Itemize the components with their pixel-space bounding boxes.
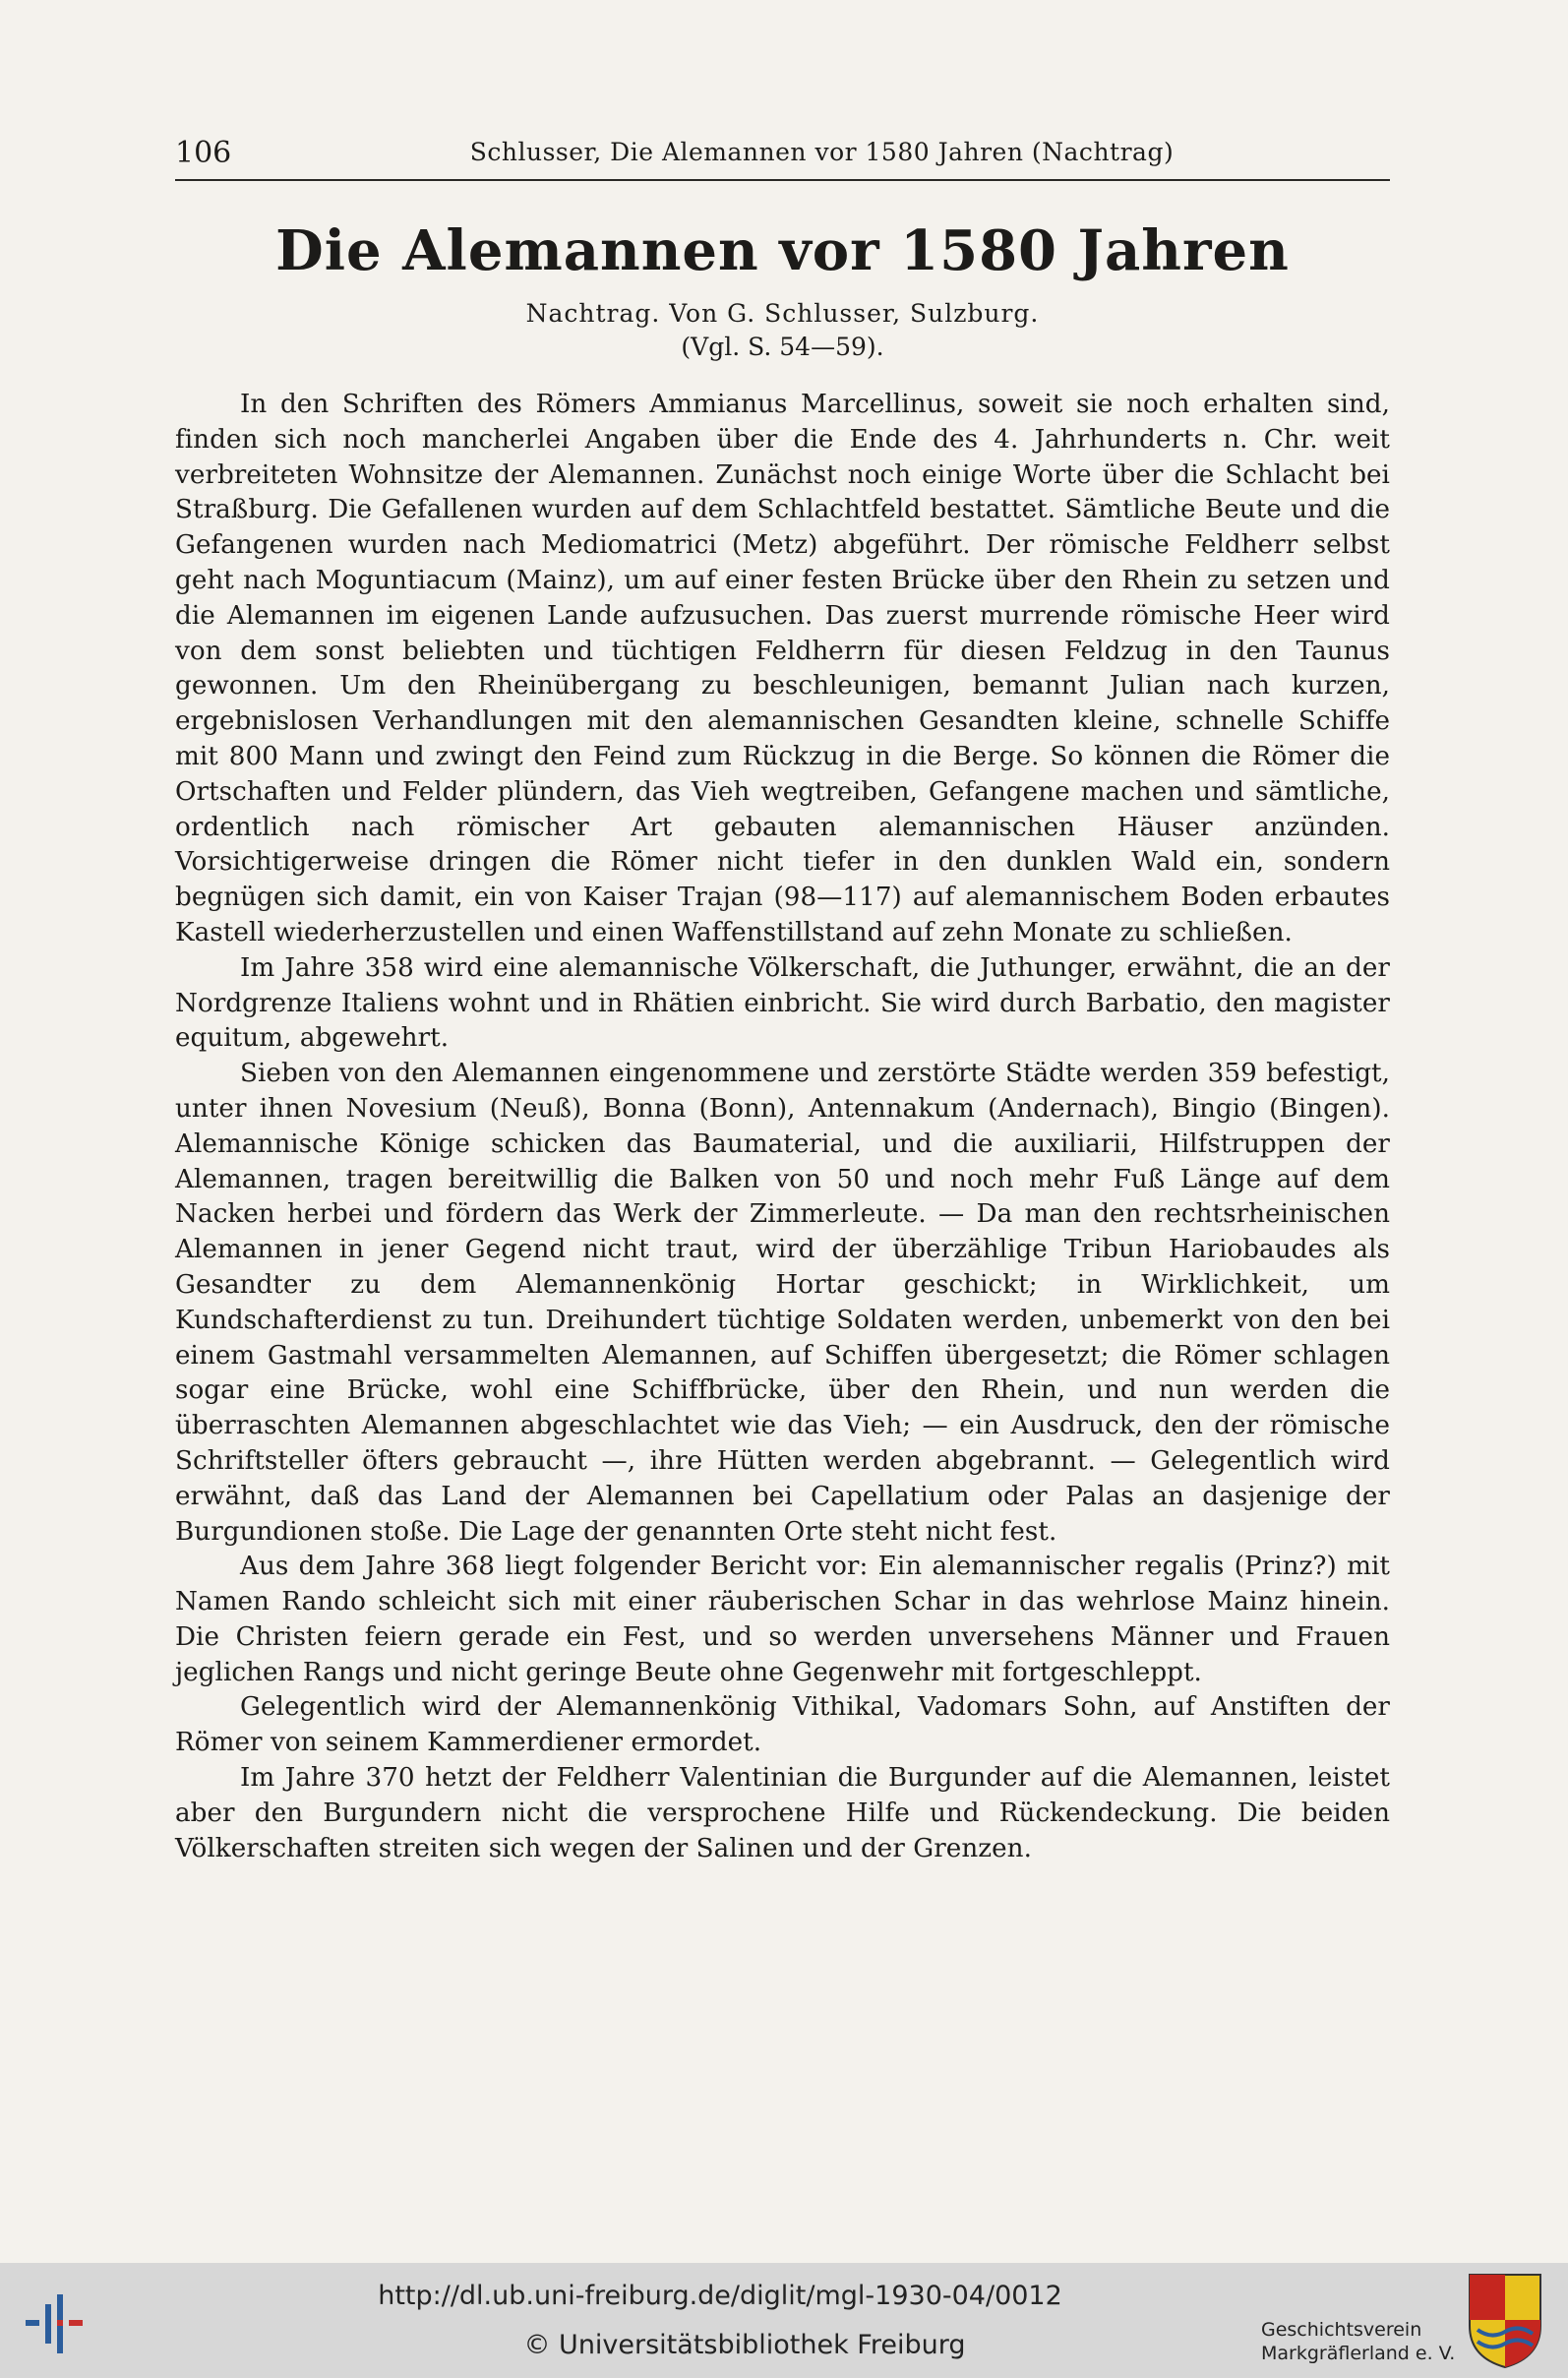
- page-number: 106: [175, 136, 232, 170]
- paragraph: In den Schriften des Römers Ammianus Marcellinus, soweit sie noch erhalten sind, finden sich noch mancherlei Angaben über die Ende des 4. Jahrhunderts n. Chr. weit verbreiteten Wohnsitze der Alemannen. Zunächst noch einige Worte über die Schlacht bei Straßburg. Die Gefallenen wurden auf dem Schlachtfeld bestattet. Sämtliche Beute und die Gefangenen wurden nach Mediomatrici (Metz) abgeführt. Der römische Feldherr selbst geht nach Moguntiacum (Mainz), um auf einer festen Brücke über den Rhein zu setzen und die Alemannen im eigenen Lande aufzusuchen. Das zuerst murrende römische Heer wird von dem sonst beliebten und tüchtigen Feldherrn für diesen Feldzug in den Taunus gewonnen. Um den Rheinübergang zu beschleunigen, bemannt Julian nach kurzen, ergebnislosen Verhandlungen mit den alemannischen Gesandten kleine, schnelle Schiffe mit 800 Mann und zwingt den Feind zum Rückzug in die Berge. So können die Römer die Ortschaften und Felder plündern, das Vieh wegtreiben, Gefangene machen und sämtliche, ordentlich nach römischer Art gebauten alemannischen Häuser anzünden. Vorsichtigerweise dringen die Römer nicht tiefer in den dunklen Wald ein, sondern begnügen sich damit, ein von Kaiser Trajan (98—117) auf alemannischem Boden erbautes Kastell wiederherzustellen und einen Waffenstillstand auf zehn Monate zu schließen.: [175, 390, 1390, 947]
- page-header: [175, 130, 1390, 181]
- article-body: [175, 388, 1390, 1866]
- society-name-line: Geschichtsverein: [1261, 2319, 1422, 2341]
- coat-of-arms-icon[interactable]: [1466, 2271, 1544, 2369]
- paragraph: Aus dem Jahre 368 liegt folgender Bericht vor: Ein alemannischer regalis (Prinz?) mit Namen Rando schleicht sich mit einer räuberischen Schar in das wehrlose Mainz hinein. Die Christen feiern gerade ein Fest, und so werden unversehens Männer und Frauen jeglichen Rangs und nicht geringe Beute ohne Gegenwehr mit fortgeschleppt.: [175, 1552, 1390, 1687]
- running-head: Schlusser, Die Alemannen vor 1580 Jahren (Nachtrag): [469, 138, 1175, 166]
- article-reference: (Vgl. S. 54—59).: [681, 333, 884, 361]
- article-title: Die Alemannen vor 1580 Jahren: [275, 218, 1290, 283]
- paragraph: Im Jahre 370 hetzt der Feldherr Valentinian die Burgunder auf die Alemannen, leistet aber den Burgundern nicht die versprochene Hilfe und Rückendeckung. Die beiden Völkerschaften streiten sich wegen der Salinen und der Grenzen.: [175, 1763, 1390, 1863]
- society-name-line: Markgräflerland e. V.: [1261, 2343, 1456, 2364]
- society-name: [1261, 2318, 1455, 2365]
- source-url-link[interactable]: http://dl.ub.uni-freiburg.de/diglit/mgl-1930-04/0012: [378, 2281, 1062, 2311]
- digitization-footer: [0, 2263, 1568, 2378]
- paragraph: Im Jahre 358 wird eine alemannische Völkerschaft, die Juthunger, erwähnt, die an der Nordgrenze Italiens wohnt und in Rhätien einbricht. Sie wird durch Barbatio, den magister equitum, abgewehrt.: [175, 952, 1390, 1054]
- copyright-notice: © Universitätsbibliothek Freiburg: [523, 2330, 966, 2360]
- article-byline: Nachtrag. Von G. Schlusser, Sulzburg.: [525, 299, 1040, 328]
- paragraph: Gelegentlich wird der Alemannenkönig Vithikal, Vadomars Sohn, auf Anstiften der Römer von seinem Kammerdiener ermordet.: [175, 1692, 1390, 1758]
- paragraph: Sieben von den Alemannen eingenommene und zerstörte Städte werden 359 befestigt, unter ihnen Novesium (Neuß), Bonna (Bonn), Antennakum (Andernach), Bingio (Bingen). Alemannische Könige schicken das Baumaterial, und die auxiliarii, Hilfstruppen der Alemannen, tragen bereitwillig die Balken von 50 und noch mehr Fuß Länge auf dem Nacken herbei und fördern das Werk der Zimmerleute. — Da man den rechtsrheinischen Alemannen in jener Gegend nicht traut, wird der überzählige Tribun Hariobaudes als Gesandter zu dem Alemannenkönig Hortar geschickt; in Wirklichkeit, um Kundschafterdienst zu tun. Dreihundert tüchtige Soldaten werden, unbemerkt von den bei einem Gastmahl versammelten Alemannen, auf Schiffen übergesetzt; die Römer schlagen sogar eine Brücke, wohl eine Schiffbrücke, über den Rhein, und nun werden die überraschten Alemannen abgeschlachtet wie das Vieh; — ein Ausdruck, den der römische Schriftsteller öfters gebraucht —, ihre Hütten werden abgebrannt. — Gelegentlich wird erwähnt, daß das Land der Alemannen bei Capellatium oder Palas an dasjenige der Burgundionen stoße. Die Lage der genannten Orte steht nicht fest.: [175, 1059, 1390, 1547]
